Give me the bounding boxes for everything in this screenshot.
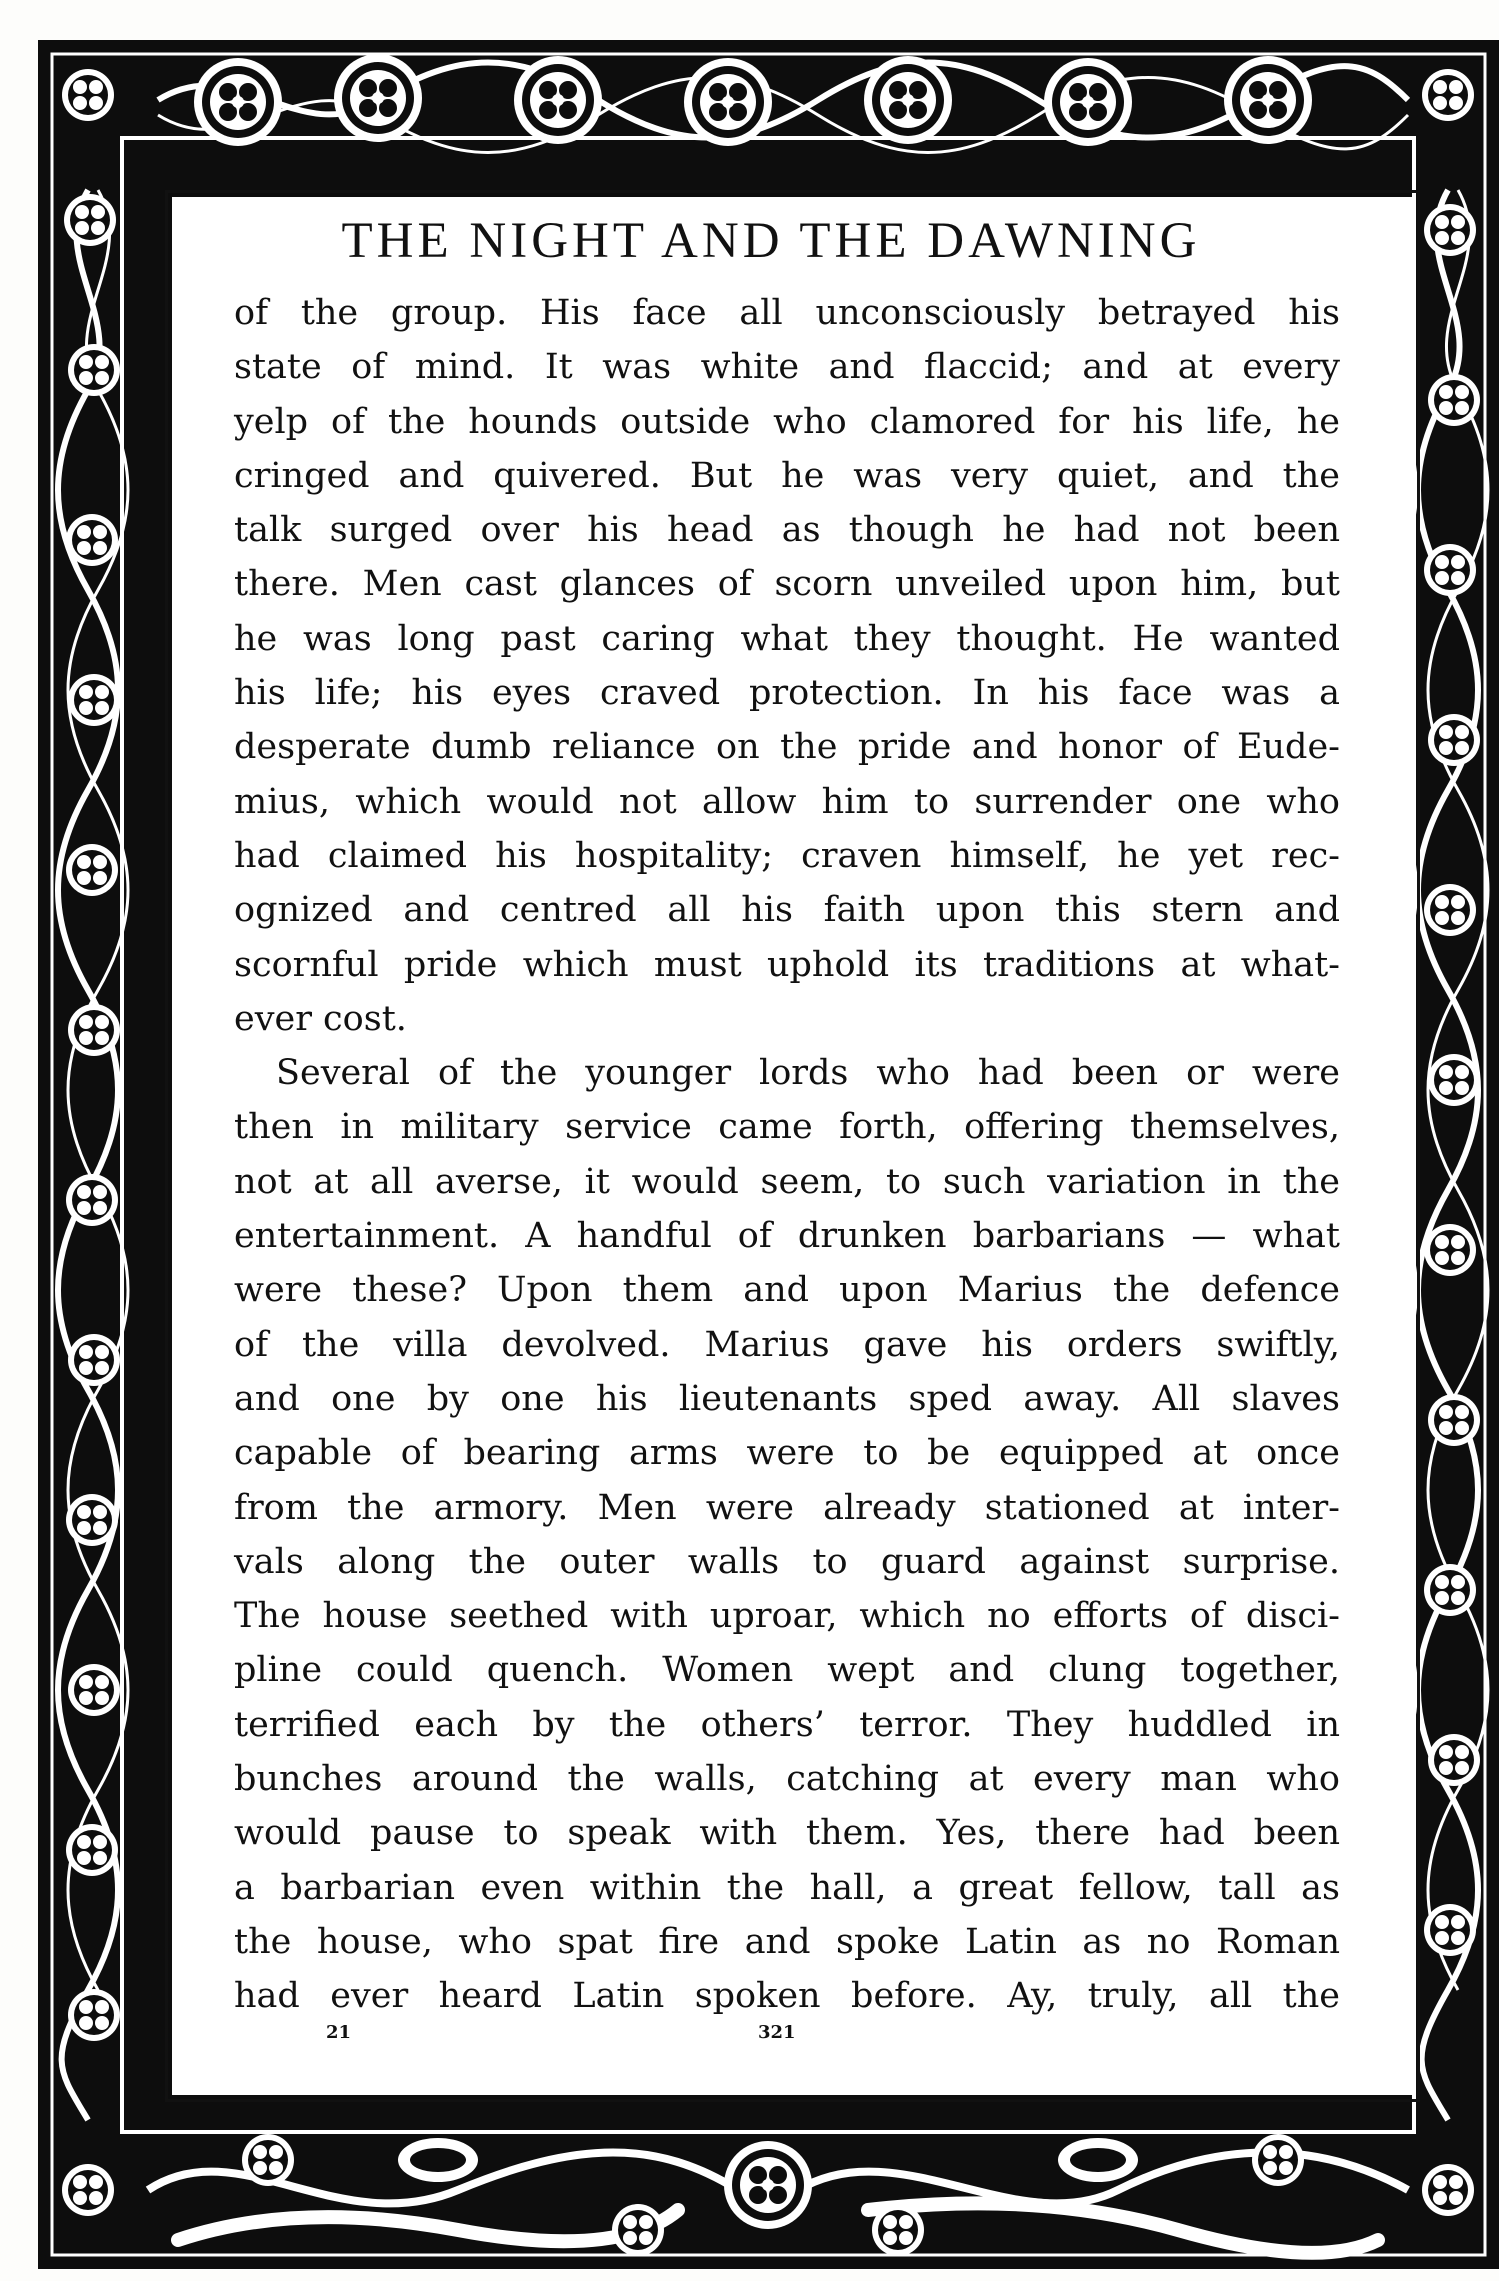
text-line: scornful pride which must uphold its traditions at what- xyxy=(234,944,1340,985)
text-line: ever cost. xyxy=(234,998,407,1039)
text-line: of the villa devolved. Marius gave his orders swiftly, xyxy=(234,1324,1340,1365)
text-line: cringed and quivered. But he was very quiet, and the xyxy=(234,455,1340,496)
running-header: THE NIGHT AND THE DAWNING xyxy=(341,213,1201,269)
text-line: there. Men cast glances of scorn unveiled upon him, but xyxy=(234,564,1340,605)
text-line: were these? Upon them and upon Marius the defence xyxy=(234,1270,1340,1311)
paragraph-1 xyxy=(234,286,1340,1046)
text-line: he was long past caring what they thought. He wanted xyxy=(234,618,1340,659)
text-line: bunches around the walls, catching at every man who xyxy=(234,1759,1340,1800)
text-line: a barbarian even within the hall, a great fellow, tall as xyxy=(234,1867,1340,1908)
body-text xyxy=(234,286,1340,2024)
text-line: vals along the outer walls to guard against surprise. xyxy=(234,1541,1340,1582)
text-line: state of mind. It was white and flaccid; and at every xyxy=(234,347,1340,388)
text-line: and one by one his lieutenants sped away. All slaves xyxy=(234,1378,1340,1419)
text-line: Several of the younger lords who had been or were xyxy=(276,1053,1340,1094)
text-line: from the armory. Men were already stationed at inter- xyxy=(234,1487,1340,1528)
text-line: the house, who spat fire and spoke Latin as no Roman xyxy=(234,1921,1340,1962)
text-line: terrified each by the others’ terror. They huddled in xyxy=(234,1704,1340,1745)
text-line: ognized and centred all his faith upon this stern and xyxy=(234,890,1340,931)
text-line: yelp of the hounds outside who clamored for his life, he xyxy=(234,401,1340,442)
text-line: his life; his eyes craved protection. In his face was a xyxy=(234,673,1340,714)
paragraph-2 xyxy=(234,1046,1340,2023)
text-line: of the group. His face all unconsciously betrayed his xyxy=(234,293,1340,333)
text-line: desperate dumb reliance on the pride and honor of Eude- xyxy=(234,727,1340,768)
signature-mark: 21 xyxy=(326,2022,352,2043)
text-line: had ever heard Latin spoken before. Ay, truly, all the xyxy=(234,1976,1340,2017)
text-line: The house seethed with uproar, which no efforts of disci- xyxy=(234,1596,1340,1637)
text-line: would pause to speak with them. Yes, there had been xyxy=(234,1813,1340,1854)
text-line: capable of bearing arms were to be equipped at once xyxy=(234,1433,1340,1474)
text-line: had claimed his hospitality; craven himself, he yet rec- xyxy=(234,835,1340,876)
page-number: 321 xyxy=(758,2022,796,2043)
text-line: not at all averse, it would seem, to such variation in the xyxy=(234,1161,1340,1202)
text-line: talk surged over his head as though he had not been xyxy=(234,510,1340,551)
text-line: mius, which would not allow him to surrender one who xyxy=(234,781,1340,822)
text-line: entertainment. A handful of drunken barbarians — what xyxy=(234,1216,1340,1257)
text-line: pline could quench. Women wept and clung together, xyxy=(234,1650,1340,1691)
text-line: then in military service came forth, offering themselves, xyxy=(234,1107,1340,1148)
